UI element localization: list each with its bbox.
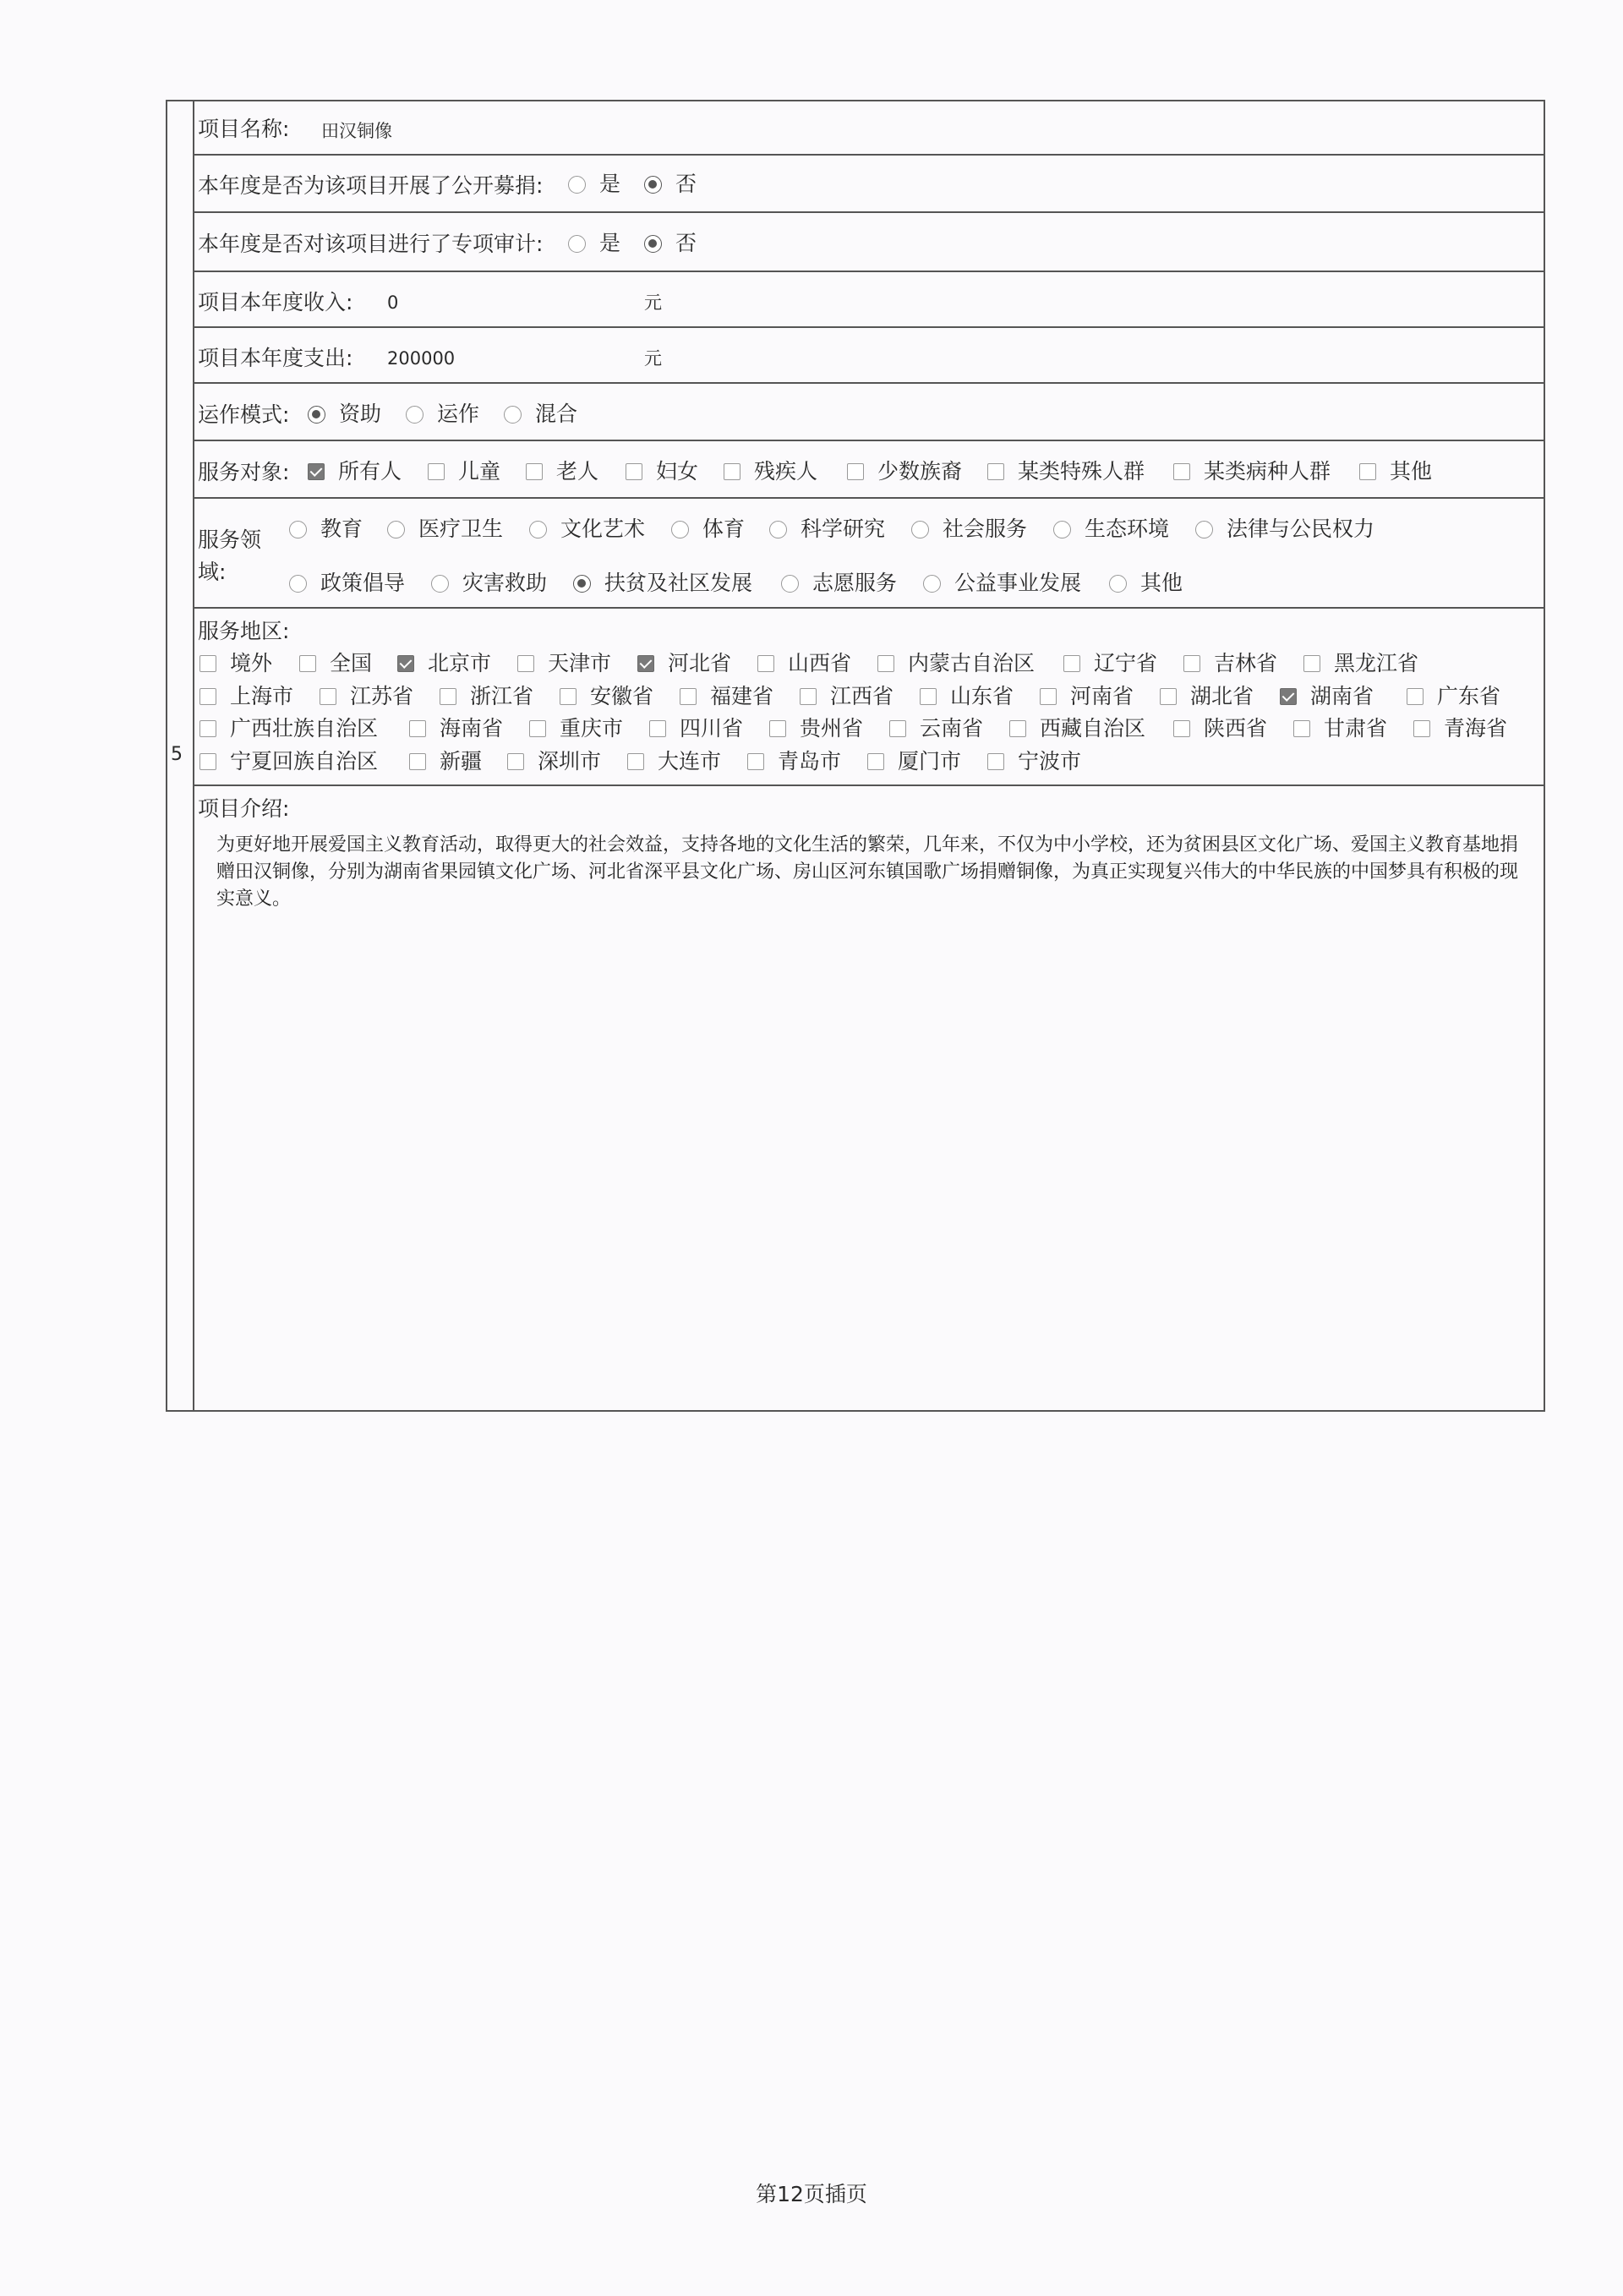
radio-selected-icon	[644, 176, 662, 194]
region-checkbox[interactable]: 甘肃省	[1293, 716, 1387, 741]
target-checkbox[interactable]: 残疾人	[724, 459, 817, 484]
checkbox-icon	[747, 753, 764, 770]
expense-label: 项目本年度支出:	[198, 346, 353, 370]
operation-mode-label: 运作模式:	[198, 402, 290, 427]
checkbox-icon	[320, 688, 336, 705]
checkbox-icon	[1303, 655, 1320, 672]
region-checkbox[interactable]: 吉林省	[1183, 651, 1277, 676]
radio-icon	[387, 521, 405, 538]
checkbox-icon	[649, 720, 666, 737]
table-number-column-border	[193, 101, 194, 1412]
field-radio[interactable]: 灾害救助	[431, 571, 547, 596]
target-checkbox[interactable]: 老人	[526, 459, 598, 484]
region-checkbox[interactable]: 广西壮族自治区	[199, 716, 378, 741]
field-radio[interactable]: 医疗卫生	[387, 517, 503, 542]
operation-mode-operate-radio[interactable]: 运作	[406, 402, 479, 427]
region-checkbox[interactable]: 深圳市	[507, 749, 601, 774]
project-name-label: 项目名称:	[198, 117, 290, 141]
table-right-border	[1544, 100, 1545, 1412]
region-checkbox[interactable]: 新疆	[409, 749, 482, 774]
region-checkbox[interactable]: 全国	[299, 651, 372, 676]
checkbox-icon	[987, 753, 1004, 770]
field-radio[interactable]: 科学研究	[769, 517, 885, 542]
table-top-border	[166, 100, 1545, 101]
region-checkbox[interactable]: 北京市	[397, 651, 491, 676]
checkbox-icon	[847, 463, 864, 480]
income-value: 0	[387, 292, 399, 313]
target-checkbox[interactable]: 妇女	[626, 459, 698, 484]
public-fundraising-no-radio[interactable]: 否	[644, 172, 697, 197]
checkbox-icon	[800, 688, 817, 705]
region-checkbox[interactable]: 云南省	[889, 716, 983, 741]
public-fundraising-yes-radio[interactable]: 是	[568, 172, 620, 197]
row-divider	[193, 607, 1545, 609]
region-checkbox[interactable]: 浙江省	[440, 684, 533, 709]
radio-icon	[504, 406, 522, 424]
checkbox-icon	[299, 655, 316, 672]
radio-icon	[289, 575, 307, 593]
radio-icon	[431, 575, 449, 593]
region-checkbox[interactable]: 青岛市	[747, 749, 841, 774]
checkbox-icon	[867, 753, 884, 770]
checkbox-icon	[1063, 655, 1080, 672]
target-checkbox[interactable]: 某类特殊人群	[987, 459, 1145, 484]
region-checkbox[interactable]: 四川省	[649, 716, 743, 741]
checkbox-icon	[769, 720, 786, 737]
region-checkbox[interactable]: 境外	[199, 651, 272, 676]
field-radio[interactable]: 教育	[289, 517, 363, 542]
region-checkbox[interactable]: 山西省	[757, 651, 851, 676]
radio-icon	[911, 521, 929, 538]
target-checkbox[interactable]: 某类病种人群	[1173, 459, 1331, 484]
checkbox-icon	[409, 720, 426, 737]
radio-icon	[1053, 521, 1071, 538]
checkbox-icon	[987, 463, 1004, 480]
field-radio[interactable]: 生态环境	[1053, 517, 1169, 542]
row-number: 5	[171, 744, 183, 765]
checkbox-icon	[1413, 720, 1430, 737]
region-checkbox[interactable]: 陕西省	[1173, 716, 1267, 741]
checkbox-icon	[1183, 655, 1200, 672]
expense-unit: 元	[644, 348, 662, 369]
row-divider	[193, 382, 1545, 384]
region-checkbox[interactable]: 安徽省	[560, 684, 653, 709]
region-checkbox[interactable]: 上海市	[199, 684, 293, 709]
operation-mode-mixed-radio[interactable]: 混合	[504, 402, 577, 427]
checkbox-checked-icon	[637, 655, 654, 672]
checkbox-icon	[1160, 688, 1177, 705]
page-footer: 第12页插页	[756, 2182, 867, 2206]
target-checkbox[interactable]: 少数族裔	[847, 459, 962, 484]
region-checkbox[interactable]: 青海省	[1413, 716, 1507, 741]
radio-icon	[923, 575, 941, 593]
row-divider	[193, 440, 1545, 441]
radio-icon	[1109, 575, 1127, 593]
checkbox-checked-icon	[308, 463, 325, 480]
checkbox-icon	[409, 753, 426, 770]
region-checkbox[interactable]: 宁波市	[987, 749, 1081, 774]
radio-icon	[671, 521, 689, 538]
region-checkbox[interactable]: 内蒙古自治区	[877, 651, 1035, 676]
checkbox-icon	[1173, 463, 1190, 480]
region-checkbox[interactable]: 贵州省	[769, 716, 863, 741]
checkbox-icon	[626, 463, 642, 480]
radio-icon	[1195, 521, 1213, 538]
special-audit-label: 本年度是否对该项目进行了专项审计:	[198, 232, 544, 256]
region-checkbox[interactable]: 江西省	[800, 684, 893, 709]
region-checkbox[interactable]: 厦门市	[867, 749, 961, 774]
checkbox-icon	[1040, 688, 1057, 705]
row-divider	[193, 326, 1545, 328]
checkbox-icon	[680, 688, 697, 705]
radio-icon	[289, 521, 307, 538]
row-divider	[193, 154, 1545, 156]
region-checkbox[interactable]: 江苏省	[320, 684, 413, 709]
project-name-value: 田汉铜像	[321, 121, 392, 141]
region-checkbox[interactable]: 西藏自治区	[1009, 716, 1145, 741]
public-fundraising-label: 本年度是否为该项目开展了公开募捐:	[198, 173, 544, 198]
field-radio[interactable]: 政策倡导	[289, 571, 405, 596]
row-divider	[193, 784, 1545, 786]
checkbox-icon	[526, 463, 543, 480]
region-checkbox[interactable]: 湖北省	[1160, 684, 1254, 709]
radio-icon	[529, 521, 547, 538]
radio-icon	[406, 406, 424, 424]
radio-icon	[769, 521, 787, 538]
service-regions-label: 服务地区:	[198, 619, 290, 643]
service-targets-label: 服务对象:	[198, 460, 290, 484]
special-audit-yes-radio[interactable]: 是	[568, 231, 620, 256]
expense-value: 200000	[387, 348, 456, 369]
region-checkbox[interactable]: 天津市	[517, 651, 611, 676]
region-checkbox[interactable]: 湖南省	[1280, 684, 1374, 709]
row-divider	[193, 497, 1545, 499]
checkbox-icon	[529, 720, 546, 737]
region-checkbox[interactable]: 山东省	[920, 684, 1014, 709]
checkbox-icon	[757, 655, 774, 672]
target-checkbox[interactable]: 其他	[1359, 459, 1432, 484]
region-checkbox[interactable]: 广东省	[1407, 684, 1500, 709]
radio-selected-icon	[573, 575, 591, 593]
field-radio[interactable]: 体育	[671, 517, 745, 542]
radio-icon	[568, 235, 586, 253]
checkbox-icon	[627, 753, 644, 770]
checkbox-icon	[199, 688, 216, 705]
operation-mode-grant-radio[interactable]: 资助	[308, 402, 381, 427]
radio-icon	[781, 575, 799, 593]
checkbox-icon	[440, 688, 456, 705]
row-divider	[193, 271, 1545, 272]
special-audit-no-radio[interactable]: 否	[644, 231, 697, 256]
field-radio[interactable]: 志愿服务	[781, 571, 897, 596]
region-checkbox[interactable]: 重庆市	[529, 716, 623, 741]
service-fields-label: 服务领	[198, 528, 262, 552]
field-radio[interactable]: 扶贫及社区发展	[573, 571, 752, 596]
table-bottom-border	[166, 1410, 1545, 1412]
checkbox-icon	[199, 655, 216, 672]
checkbox-icon	[560, 688, 577, 705]
checkbox-icon	[889, 720, 906, 737]
income-label: 项目本年度收入:	[198, 290, 353, 314]
checkbox-icon	[724, 463, 740, 480]
region-checkbox[interactable]: 宁夏回族自治区	[199, 749, 378, 774]
target-checkbox[interactable]: 所有人	[308, 459, 402, 484]
radio-icon	[568, 176, 586, 194]
checkbox-icon	[1359, 463, 1376, 480]
checkbox-icon	[1293, 720, 1310, 737]
checkbox-icon	[517, 655, 534, 672]
checkbox-icon	[199, 753, 216, 770]
row-divider	[193, 211, 1545, 213]
region-checkbox[interactable]: 黑龙江省	[1303, 651, 1418, 676]
checkbox-icon	[877, 655, 894, 672]
region-checkbox[interactable]: 福建省	[680, 684, 773, 709]
field-radio[interactable]: 法律与公民权力	[1195, 517, 1374, 542]
region-checkbox[interactable]: 大连市	[627, 749, 721, 774]
radio-selected-icon	[644, 235, 662, 253]
checkbox-icon	[920, 688, 937, 705]
region-checkbox[interactable]: 海南省	[409, 716, 503, 741]
checkbox-checked-icon	[397, 655, 414, 672]
radio-selected-icon	[308, 406, 325, 424]
target-checkbox[interactable]: 儿童	[428, 459, 500, 484]
introduction-text: 为更好地开展爱国主义教育活动，取得更大的社会效益，支持各地的文化生活的繁荣，几年来，不仅为中小学校，还为贫困县区文化广场、爱国主义教育基地捐赠田汉铜像，分别为湖南省果园镇文化广场、河北省深平县文化广场、房山区河东镇国歌广场捐赠铜像，为真正实现复兴伟大的中华民族的中国梦具有积极的现实意义。	[216, 834, 1519, 910]
field-radio[interactable]: 公益事业发展	[923, 571, 1081, 596]
checkbox-icon	[1173, 720, 1190, 737]
income-unit: 元	[644, 292, 662, 313]
region-checkbox[interactable]: 河北省	[637, 651, 731, 676]
field-radio[interactable]: 文化艺术	[529, 517, 645, 542]
checkbox-icon	[1009, 720, 1026, 737]
table-left-border	[166, 101, 167, 1412]
region-checkbox[interactable]: 河南省	[1040, 684, 1134, 709]
field-radio[interactable]: 其他	[1109, 571, 1183, 596]
service-fields-label-cont: 域:	[198, 560, 227, 584]
checkbox-icon	[507, 753, 524, 770]
region-checkbox[interactable]: 辽宁省	[1063, 651, 1157, 676]
field-radio[interactable]: 社会服务	[911, 517, 1027, 542]
checkbox-icon	[199, 720, 216, 737]
checkbox-icon	[1407, 688, 1424, 705]
introduction-label: 项目介绍:	[198, 796, 290, 821]
checkbox-checked-icon	[1280, 688, 1297, 705]
checkbox-icon	[428, 463, 445, 480]
